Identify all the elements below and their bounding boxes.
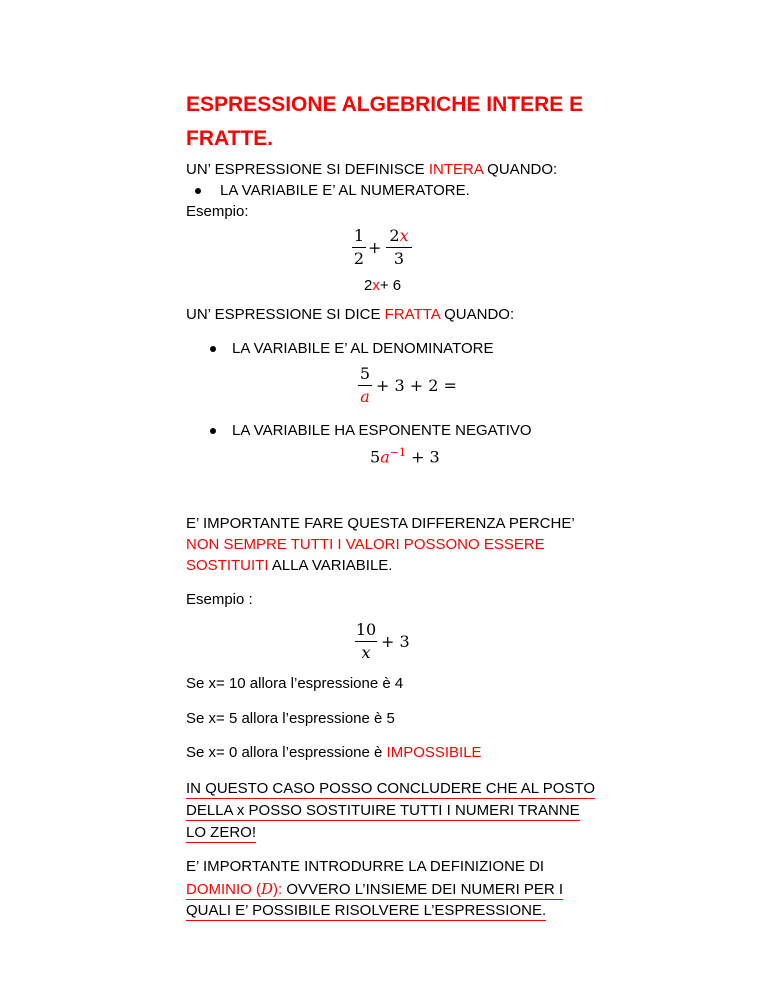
conclusion-line-3 [186,823,256,843]
variable: x [399,226,409,245]
fraction-bar [355,641,377,642]
dominio-intro: E’ IMPORTANTE INTRODURRE LA DEFINIZIONE DI [186,858,545,875]
expression-rest: + 3 + 2 = [376,376,457,395]
conclusion-text: IN QUESTO CASO POSSO CONCLUDERE CHE AL POSTO [186,780,595,797]
expression-rest: + 3 [405,447,440,467]
exponent: −1 [389,446,406,459]
fraction [358,364,372,407]
intera-definition [186,160,557,180]
fraction-numerator [386,226,412,246]
dominio-term [186,881,282,900]
example-negative-exponent [370,446,440,466]
case-x-10: Se x= 10 allora l’espressione è 4 [186,675,404,692]
variable: a [380,447,390,467]
variable: x [372,277,380,294]
fratta-bullet-1: LA VARIABILE E’ AL DENOMINATORE [232,340,494,357]
fratta-bullet-2: LA VARIABILE HA ESPONENTE NEGATIVO [232,422,532,439]
fraction-numerator: 5 [359,364,371,383]
fraction-denominator: 3 [393,249,405,268]
bullet-icon [195,188,201,194]
fraction-denominator: x [361,643,371,662]
plus-sign: + [368,238,382,257]
fraction-2 [386,226,412,269]
importante-line-1: E’ IMPORTANTE FARE QUESTA DIFFERENZA PERCHE’ [186,515,575,532]
dominio-definition: QUALI E’ POSSIBILE RISOLVERE L’ESPRESSIONE. [186,902,547,919]
importante-line-2: NON SEMPRE TUTTI I VALORI POSSONO ESSERE [186,536,545,553]
case-x-0-text: Se x= 0 allora l’espressione è [186,744,387,761]
coefficient: 2 [389,226,400,245]
example-fraction-sum [352,226,422,270]
impossibile-keyword: IMPOSSIBILE [386,744,482,761]
dominio-keyword: DOMINIO ( [186,881,261,898]
example-fraction-denominator [358,364,468,408]
dominio-line [186,879,563,900]
title-line-1: ESPRESSIONE ALGEBRICHE INTERE E [186,93,584,116]
fraction-bar [386,247,412,248]
case-x-0 [186,743,482,763]
fraction-1 [352,226,366,269]
fraction-bar [352,247,366,248]
title-line-2: FRATTE. [186,127,274,150]
intera-keyword: INTERA [428,161,484,178]
conclusion-line-1 [186,779,595,799]
conclusion-text: LO ZERO! [186,824,257,841]
intera-def-suffix: QUANDO: [483,161,558,178]
bullet-icon [210,428,216,434]
fraction-numerator: 10 [355,620,377,639]
dominio-line-2 [186,901,546,921]
intera-bullet-text: LA VARIABILE E’ AL NUMERATORE. [220,182,470,199]
conclusion-text: DELLA x POSSO SOSTITUIRE TUTTI I NUMERI TRANNE [186,802,580,819]
fratta-keyword: FRATTA [384,306,440,323]
fraction-bar [358,385,372,386]
dominio-definition: OVVERO L’INSIEME DEI NUMERI PER I [282,881,564,898]
fraction-denominator: 2 [353,249,365,268]
coefficient: 2 [364,277,373,294]
example-label-2: Esempio : [186,591,253,608]
coefficient: 5 [370,447,381,467]
fratta-definition [186,305,514,325]
fraction-numerator: 1 [353,226,365,245]
example-fraction-x [355,620,435,664]
expression-rest: + 3 [381,632,410,651]
case-x-5: Se x= 5 allora l’espressione è 5 [186,710,395,727]
document-title [186,88,606,156]
bullet-icon [210,346,216,352]
importante-line-3 [186,556,392,576]
fraction-denominator: a [360,387,370,406]
fratta-def-text: UN’ ESPRESSIONE SI DICE [186,306,385,323]
dominio-colon: ): [273,881,283,898]
example-label: Esempio: [186,203,249,220]
sostituiti-keyword: SOSTITUITI [186,557,269,574]
example-linear [364,276,401,296]
fraction [355,620,377,663]
intera-def-text: UN’ ESPRESSIONE SI DEFINISCE [186,161,429,178]
fratta-def-suffix: QUANDO: [439,306,515,323]
constant-term: + 6 [379,277,402,294]
importante-line-3-rest: ALLA VARIABILE. [268,557,393,574]
conclusion-line-2 [186,801,580,821]
dominio-symbol: D [261,880,274,898]
